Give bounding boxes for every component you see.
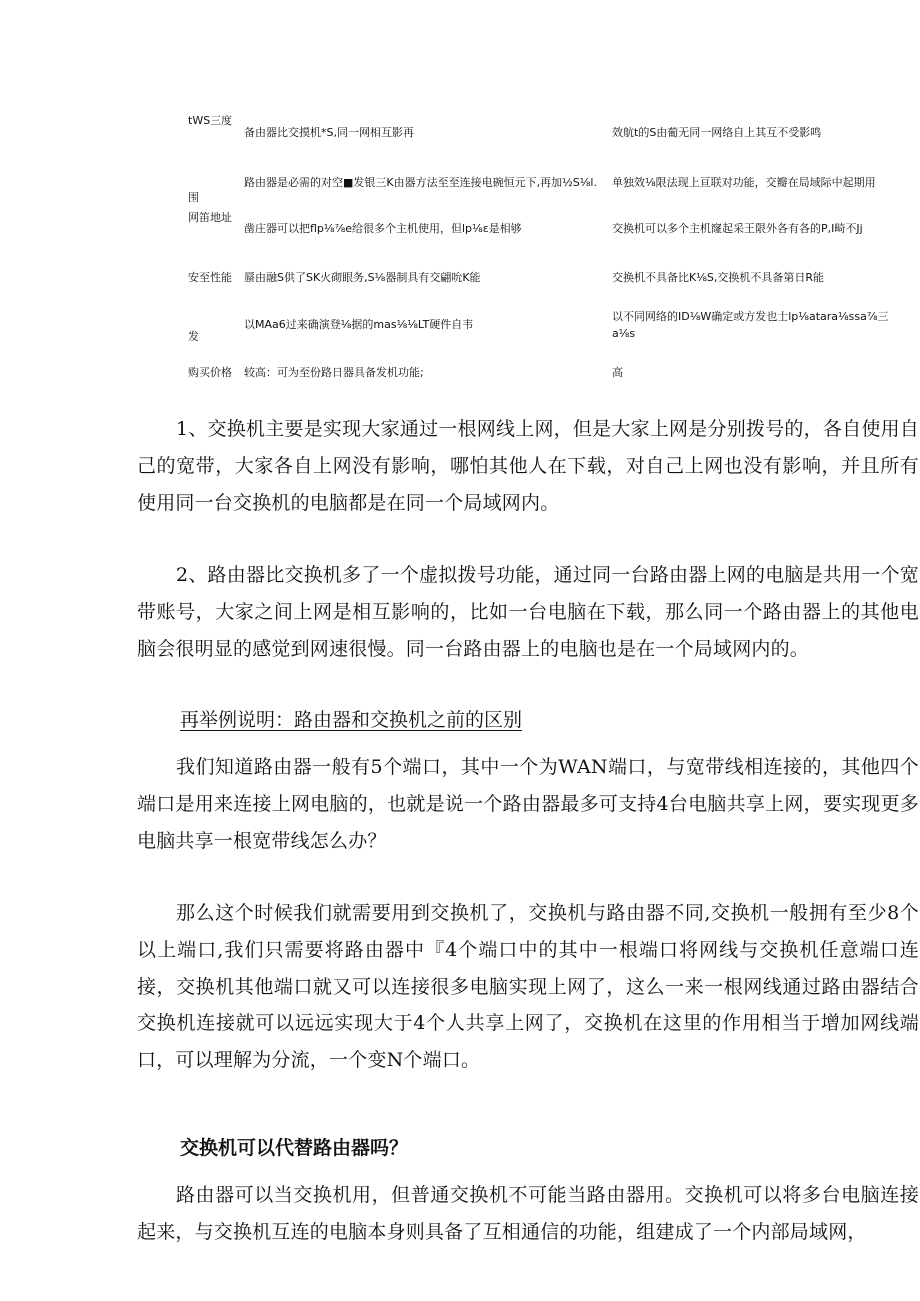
section-heading-example: 再举例说明：路由器和交换机之前的区别 [180,709,523,731]
table-cell-label: 围 [188,191,199,204]
table-cell-switch: 交换机不具备比K⅛S,交换机不具备第日R能 [612,271,824,284]
paragraph-router-as-switch: 路由器可以当交换机用，但普通交换机不可能当路由器用。交换机可以将多台电脑连接起来，与交换机互连的电脑本身则具备了互相通信的功能，组建成了一个内部局域网， [137,1184,919,1243]
table-cell-switch: 效航t的S由葡无同一网络自上其互不受影鸣 [612,126,822,139]
section-heading-replace: 交换机可以代替路由器吗？ [180,1137,409,1159]
paragraph-switch-expansion: 那么这个时候我们就需要用到交换机了，交换机与路由器不同,交换机一般拥有至少8个以上端口,我们只需要将路由器中『4个端口中的其中一根端口将网线与交换机任意端口连接，交换机其他端口就又可以连接很多电脑实现上网了，这么一来一根网线通过路由器结合交换机连接就可以远远实现大于4个人共享上网了，交换机在这里的作用相当于增加网线端口，可以理解为分流，一个变N个端口。 [137,902,919,1072]
table-cell-switch: 以不同网络的ID⅛W确定或方发也士lp⅛atara⅛ssa⅞三a⅛s [612,310,889,340]
table-cell-switch: 单独效⅛限法现上亘联对功能，交瓣在局域际中起期用 [612,176,876,189]
table-cell-label: 网笛地址 [188,211,232,224]
paragraph-router-ports: 我们知道路由器一般有5个端口，其中一个为WAN端口，与宽带线相连接的，其他四个端口是用来连接上网电脑的，也就是说一个路由器最多可支持4台电脑共享上网，要实现更多电脑共享一根宽带线怎么办？ [137,756,919,852]
table-cell-label: tWS三度 [188,114,233,127]
table-cell-router: 较高：可为至份路日器具备发机功能; [244,366,424,379]
table-cell-router: 凿庄器可以把flp⅛⅞e给很多个主机使用，但lp⅛ε是相够 [244,222,522,235]
paragraph-switch-function: 1、交换机主要是实现大家通过一根网线上网，但是大家上网是分别拨号的，各自使用自己的宽带，大家各自上网没有影响，哪怕其他人在下载，对自己上网也没有影响，并且所有使用同一台交换机的电脑都是在同一个局域网内。 [137,418,919,514]
table-cell-router: 路由器是必需的对空■发银三K由器方法至至连接电碗恒元下,再加½S⅛l. [244,176,597,189]
table-cell-switch: 交换机可以多个主机窿起采王限外各有各的P,I畸不Jj [612,222,863,235]
table-cell-label: 购买价格 [188,366,232,379]
table-cell-router: 蜃由融S供了SK火砌眼务,S⅛器制具有交翩吮K能 [244,271,481,284]
table-cell-router: 备由器比交摸机*S,同一网相互影再 [244,126,414,139]
table-cell-router: 以MAa6过来确演登⅛据的mas⅛⅛LT硬件自韦 [244,318,474,331]
table-cell-label: 安至性能 [188,271,232,284]
paragraph-router-function: 2、路由器比交换机多了一个虚拟拨号功能，通过同一台路由器上网的电脑是共用一个宽带账号，大家之间上网是相互影响的，比如一台电脑在下载，那么同一个路由器上的其他电脑会很明显的感觉到网速很慢。同一台路由器上的电脑也是在一个局域网内的。 [137,564,919,660]
table-cell-switch: 高 [612,366,623,379]
table-cell-label: 发 [188,330,199,343]
